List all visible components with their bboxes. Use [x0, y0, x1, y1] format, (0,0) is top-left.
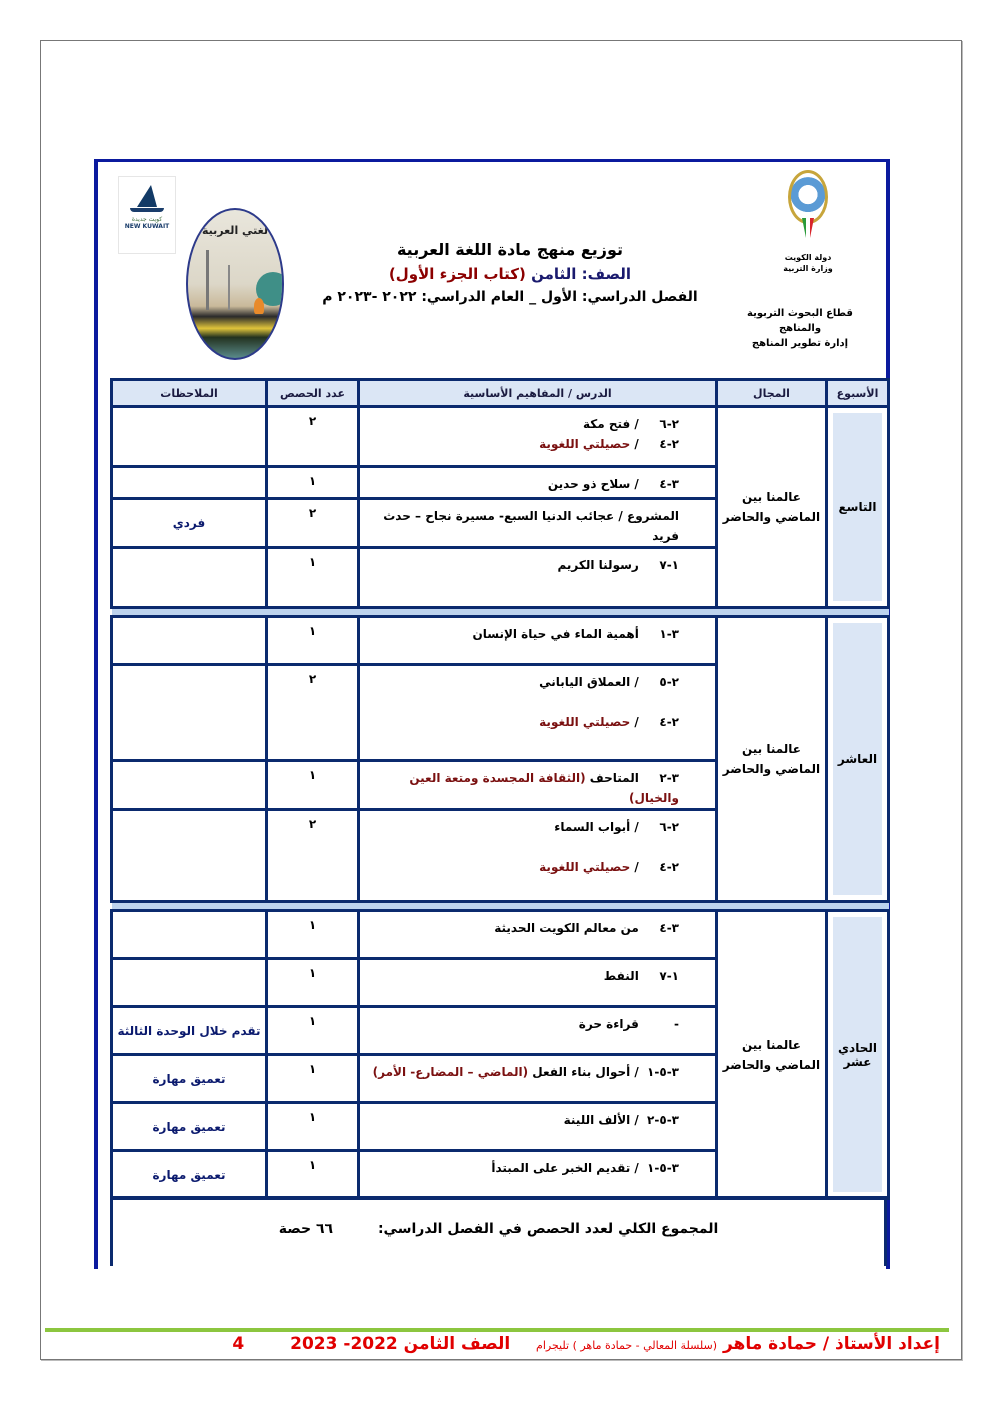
lesson-line [360, 434, 679, 454]
session-count: ١ [267, 911, 359, 959]
ministry-sector: قطاع البحوث التربوية والمناهج [747, 308, 853, 334]
lesson-number: ١-٧ [659, 558, 679, 572]
kuwait-emblem-icon [784, 170, 832, 250]
book-part: (كتاب الجزء الأول) [388, 265, 526, 283]
lesson-cell [359, 407, 717, 467]
session-count: ٢ [267, 407, 359, 467]
flag-icon [802, 218, 814, 248]
column-header-lesson: الدرس / المفاهيم الأساسية [359, 380, 717, 407]
session-count: ١ [267, 548, 359, 608]
notes-cell: فردي [112, 499, 267, 548]
lesson-cell [359, 810, 717, 902]
table-body [112, 407, 889, 1199]
notes-cell [112, 665, 267, 761]
footer-divider [45, 1328, 949, 1332]
new-kuwait-english: NEW KUWAIT [124, 223, 170, 230]
lesson-title: / الألف اللينة [563, 1113, 639, 1127]
footer-channel: (سلسلة المعالي - حمادة ماهر ) تليجرام [536, 1339, 718, 1352]
lesson-highlight: حصيلتي اللغوية [539, 437, 631, 451]
flame-icon [254, 298, 264, 314]
new-kuwait-logo [118, 176, 176, 254]
week-cell: الحادي عشر [827, 911, 889, 1199]
column-header-domain: المجال [717, 380, 827, 407]
session-count: ١ [267, 761, 359, 810]
total-label: المجموع الكلي لعدد الحصص في الفصل الدراسي: [377, 1221, 719, 1237]
lesson-title: أهمية الماء في حياة الإنسان [472, 627, 639, 641]
lesson-line [360, 966, 679, 986]
lesson-number: ٢-٦ [659, 417, 679, 431]
notes-cell [112, 761, 267, 810]
week-cell: العاشر [827, 617, 889, 902]
new-kuwait-arabic: كويت جديدة [131, 216, 163, 223]
lesson-title: قراءة حرة [578, 1017, 639, 1031]
lesson-cell [359, 1055, 717, 1103]
lesson-line [360, 1158, 679, 1178]
notes-cell [112, 407, 267, 467]
lesson-number: ٢-٤ [659, 860, 679, 874]
lesson-line [360, 672, 679, 692]
lesson-line [360, 768, 679, 808]
lesson-cell [359, 959, 717, 1007]
lesson-title: / العملاق الياباني [539, 675, 639, 689]
lesson-number: ٣-٤ [659, 921, 679, 935]
lesson-cell [359, 617, 717, 665]
table-header-row [112, 380, 889, 407]
session-count: ١ [267, 1055, 359, 1103]
session-count: ٢ [267, 810, 359, 902]
column-header-notes: الملاحظات [112, 380, 267, 407]
notes-cell [112, 959, 267, 1007]
footer-grade-year: الصف الثامن 2022- 2023 [290, 1334, 511, 1354]
session-count: ٢ [267, 499, 359, 548]
notes-cell: تعميق مهارة [112, 1055, 267, 1103]
lesson-title: / تقديم الخبر على المبتدأ [491, 1161, 639, 1175]
total-value: ٦٦ [315, 1221, 334, 1237]
footer-author: إعداد الأستاذ / حمادة ماهر [722, 1334, 940, 1354]
lesson-line [360, 857, 679, 877]
lesson-number: ٣-١ [659, 627, 679, 641]
lesson-title: من معالم الكويت الحديثة [494, 921, 639, 935]
lesson-cell [359, 1007, 717, 1055]
total-sessions [110, 1196, 887, 1266]
lesson-number: ٢-٤ [659, 715, 679, 729]
notes-cell: تقدم خلال الوحدة الثالثة [112, 1007, 267, 1055]
session-count: ١ [267, 1007, 359, 1055]
notes-cell [112, 467, 267, 499]
session-count: ١ [267, 959, 359, 1007]
domain-cell: عالمنا بين الماضي والحاضر [717, 407, 827, 608]
emblem-caption: دولة الكويت وزارة التربية [783, 253, 833, 273]
sail-icon [137, 185, 157, 207]
lesson-title: / سلاح ذو حدين [547, 477, 639, 491]
domain-cell: عالمنا بين الماضي والحاضر [717, 617, 827, 902]
lesson-line [360, 1062, 679, 1082]
lesson-cell [359, 1103, 717, 1151]
notes-cell: تعميق مهارة [112, 1103, 267, 1151]
session-count: ١ [267, 1103, 359, 1151]
lesson-line [360, 817, 679, 837]
lesson-highlight: (الثقافة المجسدة ومتعة العين والخيال) [409, 771, 679, 805]
lesson-line [360, 1110, 679, 1130]
lesson-title: المتاحف [585, 771, 639, 785]
week-cell: التاسع [827, 407, 889, 608]
notes-cell [112, 810, 267, 902]
notes-cell [112, 911, 267, 959]
lesson-number: ١-٧ [659, 969, 679, 983]
domain-cell: عالمنا بين الماضي والحاضر [717, 911, 827, 1199]
lesson-number: ٣-٢ [659, 771, 679, 785]
lesson-title: / أبواب السماء [554, 820, 639, 834]
book-cover-image [186, 208, 284, 360]
lesson-cell [359, 1151, 717, 1199]
lesson-number: ٣-٤ [659, 477, 679, 491]
page-footer [140, 1334, 940, 1354]
lesson-title: / [630, 437, 639, 451]
session-count: ١ [267, 467, 359, 499]
lesson-number: ٢-٤ [659, 437, 679, 451]
column-header-count: عدد الحصص [267, 380, 359, 407]
lesson-line [360, 474, 679, 494]
lesson-title: / أحوال بناء الفعل [528, 1065, 639, 1079]
curriculum-table [110, 378, 890, 1200]
ministry-department-name: إدارة تطوير المناهج [751, 338, 849, 349]
notes-cell [112, 617, 267, 665]
lesson-title: / عجائب الدنيا السبع- مسيرة نجاح – حدث فريد [383, 509, 679, 543]
week-separator [112, 902, 889, 911]
lesson-highlight: (الماضي – المضارع- الأمر) [372, 1065, 529, 1079]
ministry-department [735, 306, 865, 351]
session-count: ١ [267, 1151, 359, 1199]
lesson-number: - [674, 1017, 679, 1031]
lesson-title: / [630, 715, 639, 729]
lesson-line [360, 555, 679, 575]
table-row [112, 911, 889, 959]
session-count: ٢ [267, 665, 359, 761]
lesson-title: رسولنا الكريم [557, 558, 639, 572]
lesson-line [360, 506, 679, 546]
lesson-highlight: حصيلتي اللغوية [539, 715, 631, 729]
lesson-cell [359, 499, 717, 548]
dhow-hull-icon [130, 208, 164, 212]
tower-icon [228, 265, 230, 310]
lesson-title: / فتح مكة [582, 417, 639, 431]
lesson-line [360, 712, 679, 732]
lesson-number: ٣-٥-٢ [647, 1113, 679, 1127]
lesson-cell [359, 911, 717, 959]
page-title: توزيع منهج مادة اللغة العربية [396, 240, 624, 259]
book-cover-title: لغتي العربية [201, 224, 269, 237]
lesson-line [360, 624, 679, 644]
total-unit: حصة [278, 1221, 312, 1237]
lesson-line [360, 414, 679, 434]
session-count: ١ [267, 617, 359, 665]
lesson-number: المشروع [627, 509, 679, 523]
notes-cell [112, 548, 267, 608]
lesson-cell [359, 665, 717, 761]
lesson-cell [359, 467, 717, 499]
tower-icon [206, 250, 209, 310]
lesson-number: ٢-٦ [659, 820, 679, 834]
table-row [112, 617, 889, 665]
lesson-line [360, 1014, 679, 1034]
lesson-cell [359, 548, 717, 608]
lesson-number: ٣-٥-١ [647, 1065, 679, 1079]
title-block [300, 240, 720, 305]
lesson-title: النفط [603, 969, 639, 983]
lesson-line [360, 918, 679, 938]
lesson-number: ٢-٥ [659, 675, 679, 689]
lesson-highlight: حصيلتي اللغوية [539, 860, 631, 874]
semester-line: الفصل الدراسي: الأول _ العام الدراسي: ٢٠٢٢ -٢٠٢٣ م [322, 289, 698, 305]
week-separator [112, 608, 889, 617]
lesson-title: / [630, 860, 639, 874]
table-row [112, 407, 889, 467]
notes-cell: تعميق مهارة [112, 1151, 267, 1199]
grade-line: الصف: الثامن (كتاب الجزء الأول) [388, 265, 632, 283]
lesson-number: ٣-٥-١ [647, 1161, 679, 1175]
column-header-week: الأسبوع [827, 380, 889, 407]
page-number: 4 [232, 1334, 245, 1354]
lesson-cell [359, 761, 717, 810]
